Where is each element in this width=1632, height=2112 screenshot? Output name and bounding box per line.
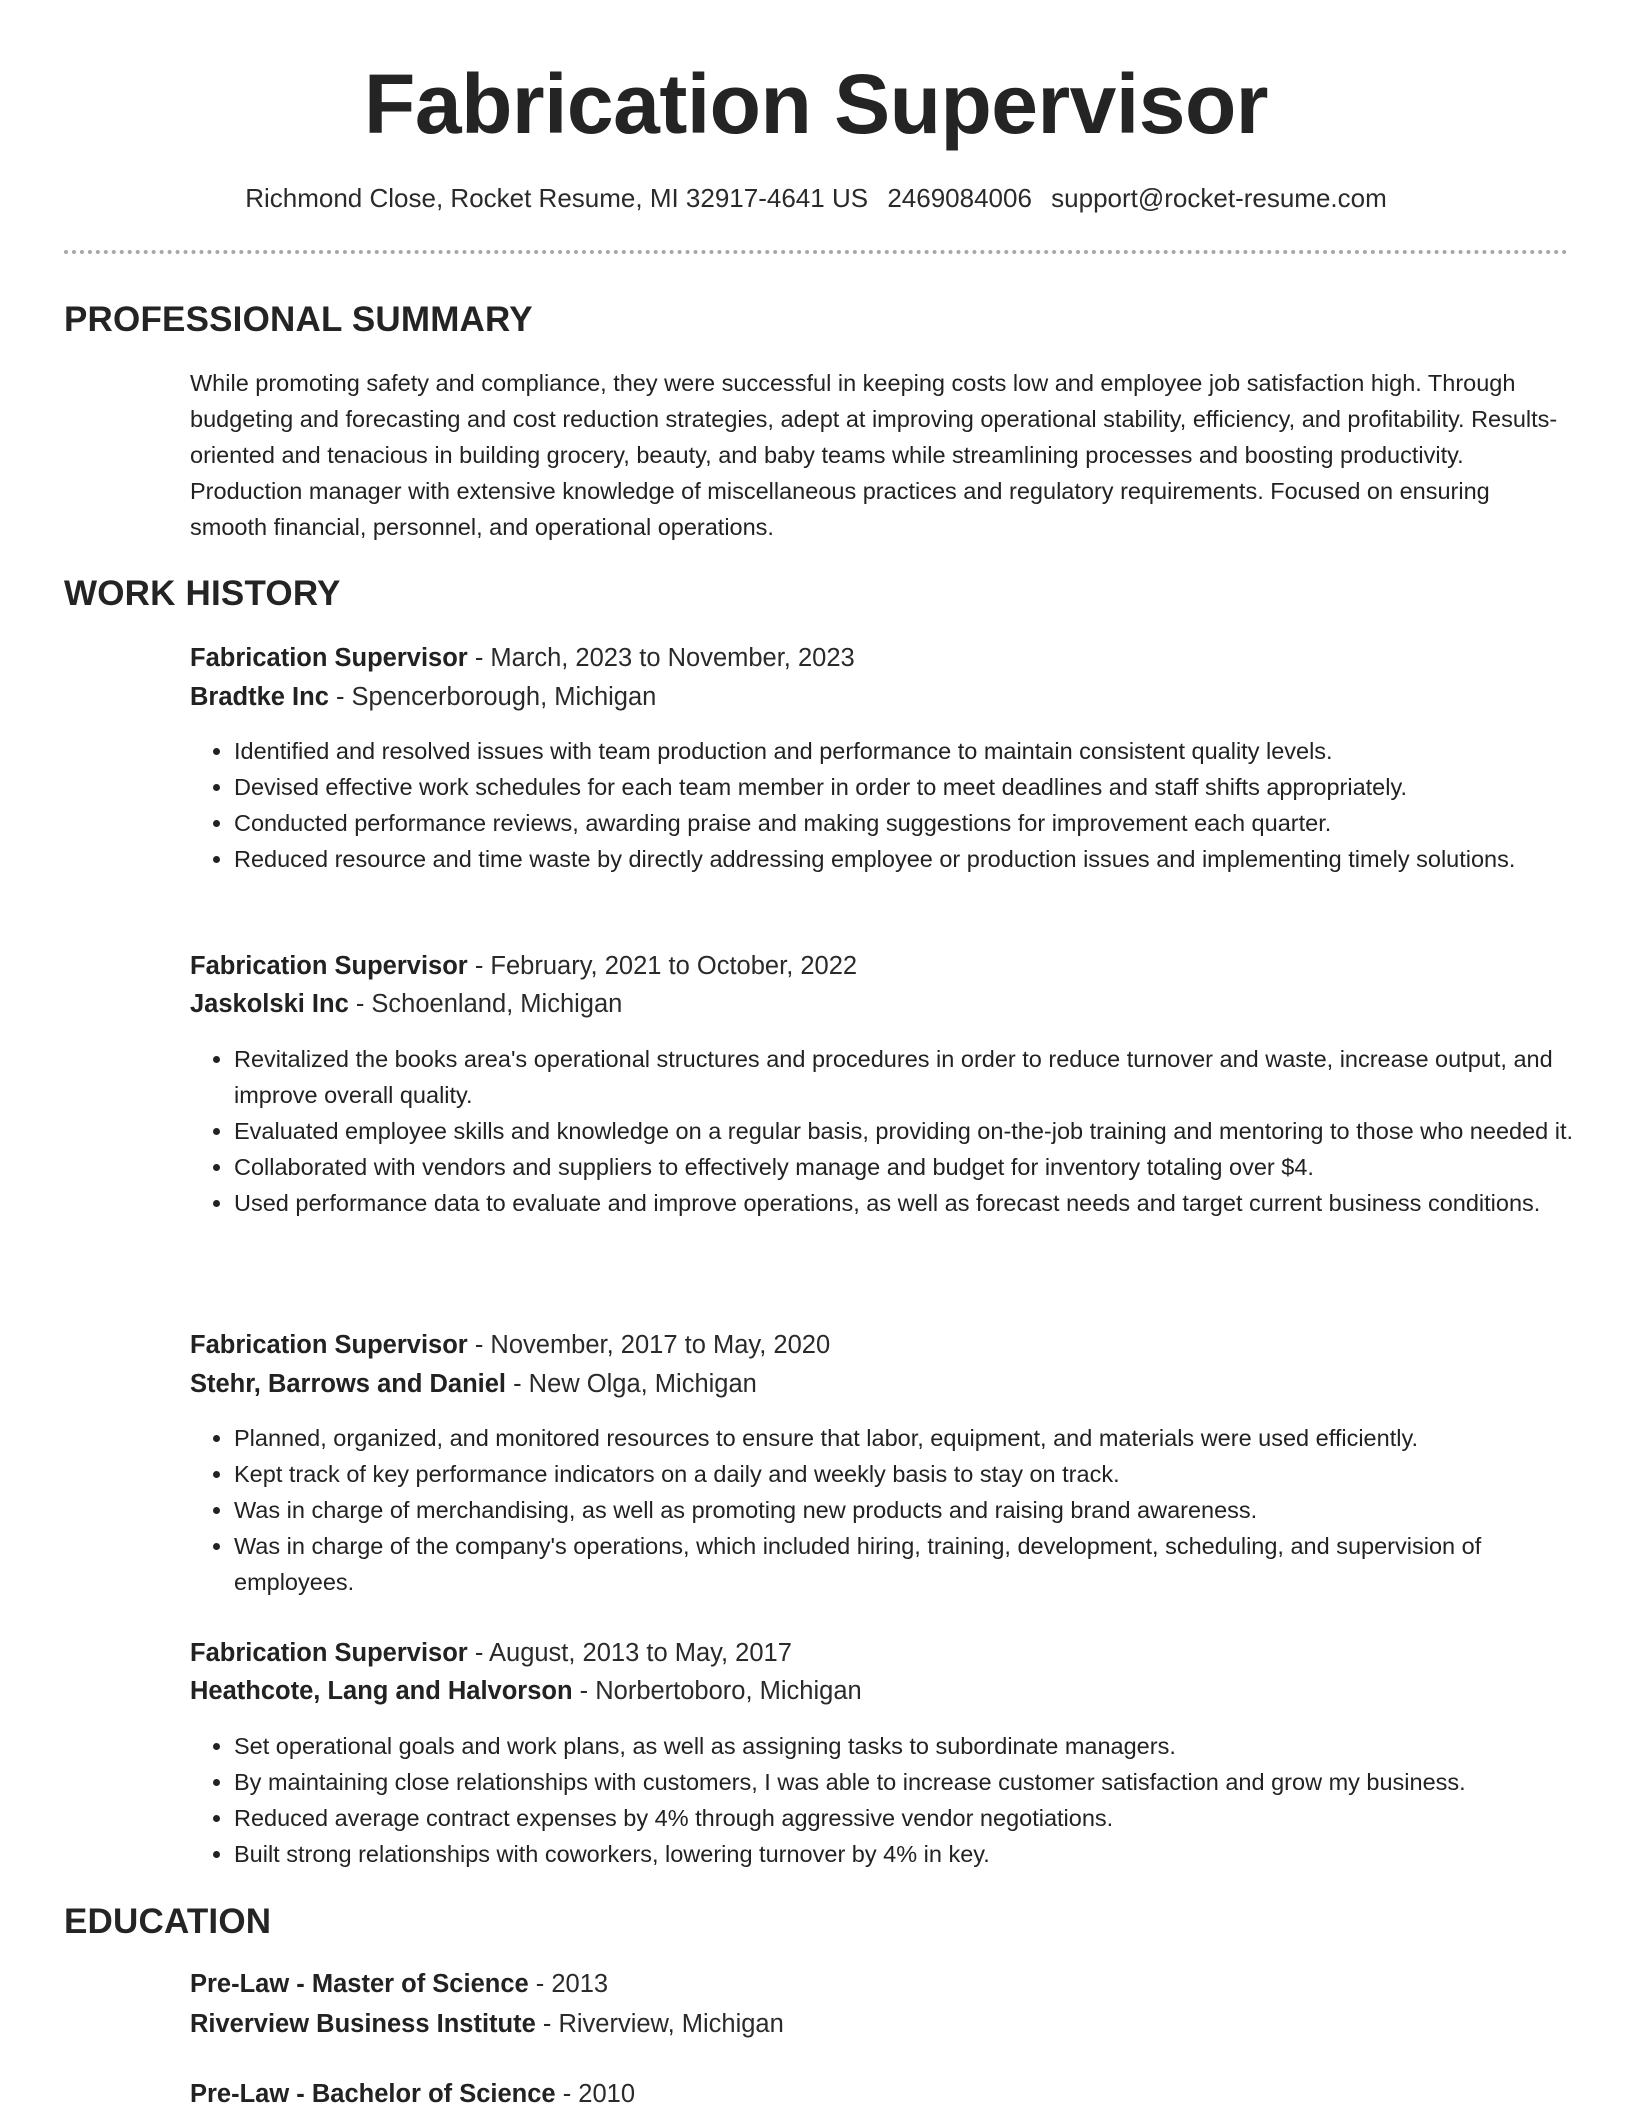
job-bullets [190,1420,1604,1600]
work-history-heading: WORK HISTORY [64,574,341,613]
education-degree: Pre-Law - Master of Science [190,1970,529,1998]
education-school-line [190,2006,784,2042]
job-title: Fabrication Supervisor [190,644,468,672]
job-bullets [190,1041,1604,1221]
job-bullet: • Was in charge of the company's operations, which included hiring, training, development, scheduling, and supervision of employees. [234,1528,1604,1600]
job-dates: - March, 2023 to November, 2023 [467,644,855,672]
job-title: Fabrication Supervisor [190,952,468,980]
summary-heading: PROFESSIONAL SUMMARY [64,300,533,339]
job-company-line [190,986,622,1022]
education-year: - 2013 [528,1970,609,1998]
job-dates: - November, 2017 to May, 2020 [467,1331,831,1359]
job-bullet: • Devised effective work schedules for each team member in order to meet deadlines and staff shifts appropriately. [234,769,1604,805]
job-company-line [190,1366,757,1402]
education-heading: EDUCATION [64,1902,272,1941]
job-title: Fabrication Supervisor [190,1639,468,1667]
job-company-line [190,1673,862,1709]
job-bullet: • Reduced resource and time waste by directly addressing employee or production issues and implementing timely solutions. [234,841,1604,877]
education-degree-line [190,2076,635,2112]
job-company-line [190,679,656,715]
job-dates: - February, 2021 to October, 2022 [467,952,858,980]
summary-text: While promoting safety and compliance, they were successful in keeping costs low and employee job satisfaction high. Through budgeting and forecasting and cost reduction strategies, adept at improving operational stability, efficiency, and profitability. Results-oriented and tenacious in building grocery, beauty, and baby teams while streamlining processes and boosting productivity. Production manager with extensive knowledge of miscellaneous practices and regulatory requirements. Focused on ensuring smooth financial, personnel, and operational operations. [190,370,1558,540]
job-bullet: • Evaluated employee skills and knowledge on a regular basis, providing on-the-job training and mentoring to those who needed it. [234,1113,1604,1149]
education-school: Riverview Business Institute [190,2010,536,2038]
job-bullet: • Collaborated with vendors and suppliers to effectively manage and budget for inventory totaling over $4. [234,1149,1604,1185]
job-bullets [190,733,1604,877]
job-bullet: • Was in charge of merchandising, as well as promoting new products and raising brand awareness. [234,1492,1604,1528]
job-location: - Schoenland, Michigan [348,990,623,1018]
job-bullet: • Planned, organized, and monitored resources to ensure that labor, equipment, and materials were used efficiently. [234,1420,1604,1456]
job-bullet: • Conducted performance reviews, awarding praise and making suggestions for improvement each quarter. [234,805,1604,841]
job-bullet: • Used performance data to evaluate and improve operations, as well as forecast needs and target current business conditions. [234,1185,1604,1221]
education-degree: Pre-Law - Bachelor of Science [190,2080,556,2108]
job-company: Bradtke Inc [190,683,329,711]
job-bullet: • By maintaining close relationships with customers, I was able to increase customer satisfaction and grow my business. [234,1764,1604,1800]
job-location: - Spencerborough, Michigan [328,683,657,711]
job-bullet: • Set operational goals and work plans, as well as assigning tasks to subordinate managers. [234,1728,1604,1764]
job-company: Stehr, Barrows and Daniel [190,1370,507,1398]
job-company: Jaskolski Inc [190,990,349,1018]
job-bullet: • Identified and resolved issues with team production and performance to maintain consistent quality levels. [234,733,1604,769]
job-title-line [190,948,857,984]
job-bullet: • Kept track of key performance indicators on a daily and weekly basis to stay on track. [234,1456,1604,1492]
job-bullet: • Built strong relationships with coworkers, lowering turnover by 4% in key. [234,1836,1604,1872]
education-year: - 2010 [555,2080,636,2108]
job-title-line [190,1635,792,1671]
candidate-name: Fabrication Supervisor [364,57,1268,151]
job-dates: - August, 2013 to May, 2017 [467,1639,792,1667]
job-title: Fabrication Supervisor [190,1331,468,1359]
job-location: - New Olga, Michigan [506,1370,757,1398]
job-title-line [190,1327,830,1363]
job-bullets [190,1728,1604,1872]
job-location: - Norbertoboro, Michigan [572,1677,862,1705]
education-location: - Riverview, Michigan [535,2010,784,2038]
contact-line [0,180,1632,216]
job-company: Heathcote, Lang and Halvorson [190,1677,573,1705]
contact-address: Richmond Close, Rocket Resume, MI 32917-4641 US [245,183,869,213]
job-title-line [190,640,855,676]
header-divider [64,250,1568,254]
job-bullet: • Reduced average contract expenses by 4% through aggressive vendor negotiations. [234,1800,1604,1836]
contact-phone: 2469084006 [887,183,1032,213]
contact-email: support@rocket-resume.com [1051,183,1387,213]
education-degree-line [190,1966,608,2002]
job-bullet: • Revitalized the books area's operational structures and procedures in order to reduce turnover and waste, increase output, and improve overall quality. [234,1041,1604,1113]
